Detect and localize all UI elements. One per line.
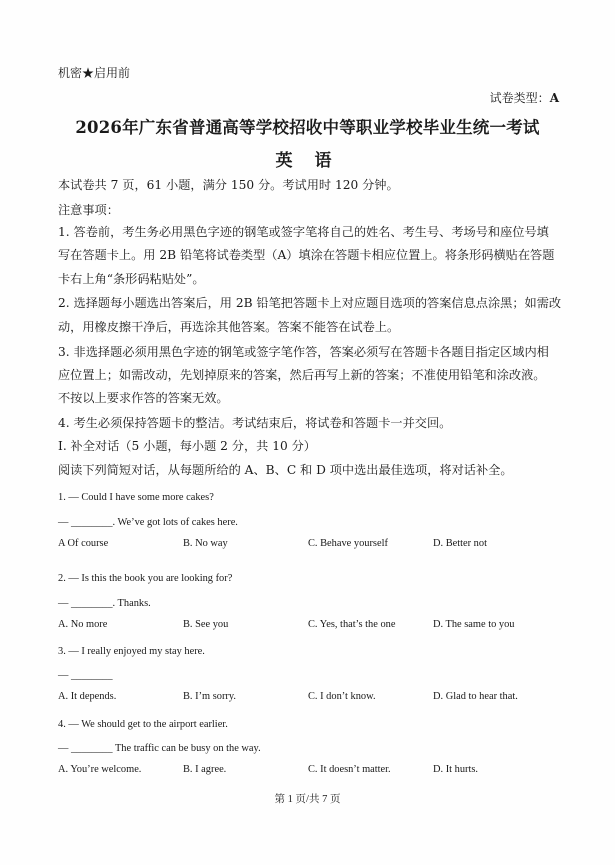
question-3-response: — ________ <box>58 670 113 681</box>
question-4-option-c[interactable]: C. It doesn’t matter. <box>308 764 391 775</box>
question-2-option-a[interactable]: A. No more <box>58 619 108 630</box>
note-3-line-3: 不按以上要求作答的答案无效。 <box>58 391 229 405</box>
note-2-line-1: 2. 选择题每小题选出答案后，用 2B 铅笔把答题卡上对应题目选项的答案信息点涂黑；如需改 <box>58 296 562 310</box>
subject-title: 英 语 <box>275 151 340 171</box>
exam-title: 2026年广东省普通高等学校招收中等职业学校毕业生统一考试 <box>75 118 540 137</box>
question-2-option-d[interactable]: D. The same to you <box>433 619 515 630</box>
question-4-option-a[interactable]: A. You’re welcome. <box>58 764 142 775</box>
question-3-option-b[interactable]: B. I’m sorry. <box>183 691 237 702</box>
question-3-option-a[interactable]: A. It depends. <box>58 691 117 702</box>
question-4-response: — ________ The traffic can be busy on the way. <box>58 743 261 754</box>
question-4-option-d[interactable]: D. It hurts. <box>433 764 479 775</box>
note-1-line-2: 写在答题卡上。用 2B 铅笔将试卷类型（A）填涂在答题卡相应位置上。将条形码横贴在答题 <box>58 248 555 262</box>
question-2-option-b[interactable]: B. See you <box>183 619 229 630</box>
question-3-option-d[interactable]: D. Glad to hear that. <box>433 691 518 702</box>
question-4-option-b[interactable]: B. I agree. <box>183 764 227 775</box>
exam-summary: 本试卷共 7 页，61 小题，满分 150 分。考试用时 120 分钟。 <box>58 178 399 192</box>
paper-type <box>490 89 559 106</box>
paper-type-value: A <box>549 91 559 105</box>
question-2-option-c[interactable]: C. Yes, that’s the one <box>308 619 396 630</box>
question-3-prompt: 3. — I really enjoyed my stay here. <box>58 646 205 657</box>
question-4-prompt: 4. — We should get to the airport earlier. <box>58 719 228 730</box>
question-3-option-c[interactable]: C. I don’t know. <box>308 691 376 702</box>
note-1-line-1: 1. 答卷前，考生务必用黑色字迹的钢笔或签字笔将自己的姓名、考生号、考场号和座位号填 <box>58 225 549 239</box>
question-1-response: — ________. We’ve got lots of cakes here. <box>58 517 238 528</box>
notice-heading: 注意事项： <box>58 203 119 217</box>
page-number: 第 1 页/共 7 页 <box>274 794 341 805</box>
section-heading: Ⅰ. 补全对话（5 小题，每小题 2 分，共 10 分） <box>58 439 316 453</box>
confidential-mark: 机密★启用前 <box>58 66 131 80</box>
paper-type-label: 试卷类型： <box>489 91 550 105</box>
note-4-line-1: 4. 考生必须保持答题卡的整洁。考试结束后，将试卷和答题卡一并交回。 <box>58 416 452 430</box>
question-2-prompt: 2. — Is this the book you are looking for? <box>58 573 233 584</box>
question-1-option-b[interactable]: B. No way <box>183 538 228 549</box>
question-1-prompt: 1. — Could I have some more cakes? <box>58 492 214 503</box>
note-2-line-2: 动，用橡皮擦干净后，再选涂其他答案。答案不能答在试卷上。 <box>58 320 400 334</box>
note-3-line-1: 3. 非选择题必须用黑色字迹的钢笔或签字笔作答，答案必须写在答题卡各题目指定区域内相 <box>58 345 549 359</box>
note-3-line-2: 应位置上；如需改动，先划掉原来的答案，然后再写上新的答案；不准使用铅笔和涂改液。 <box>58 368 546 382</box>
note-1-line-3: 卡右上角“条形码粘贴处”。 <box>58 272 205 286</box>
question-1-option-a[interactable]: A Of course <box>58 538 109 549</box>
question-2-response: — ________. Thanks. <box>58 598 151 609</box>
question-1-option-c[interactable]: C. Behave yourself <box>308 538 388 549</box>
section-instruction: 阅读下列简短对话，从每题所给的 A、B、C 和 D 项中选出最佳选项，将对话补全。 <box>58 463 513 477</box>
question-1-option-d[interactable]: D. Better not <box>433 538 487 549</box>
